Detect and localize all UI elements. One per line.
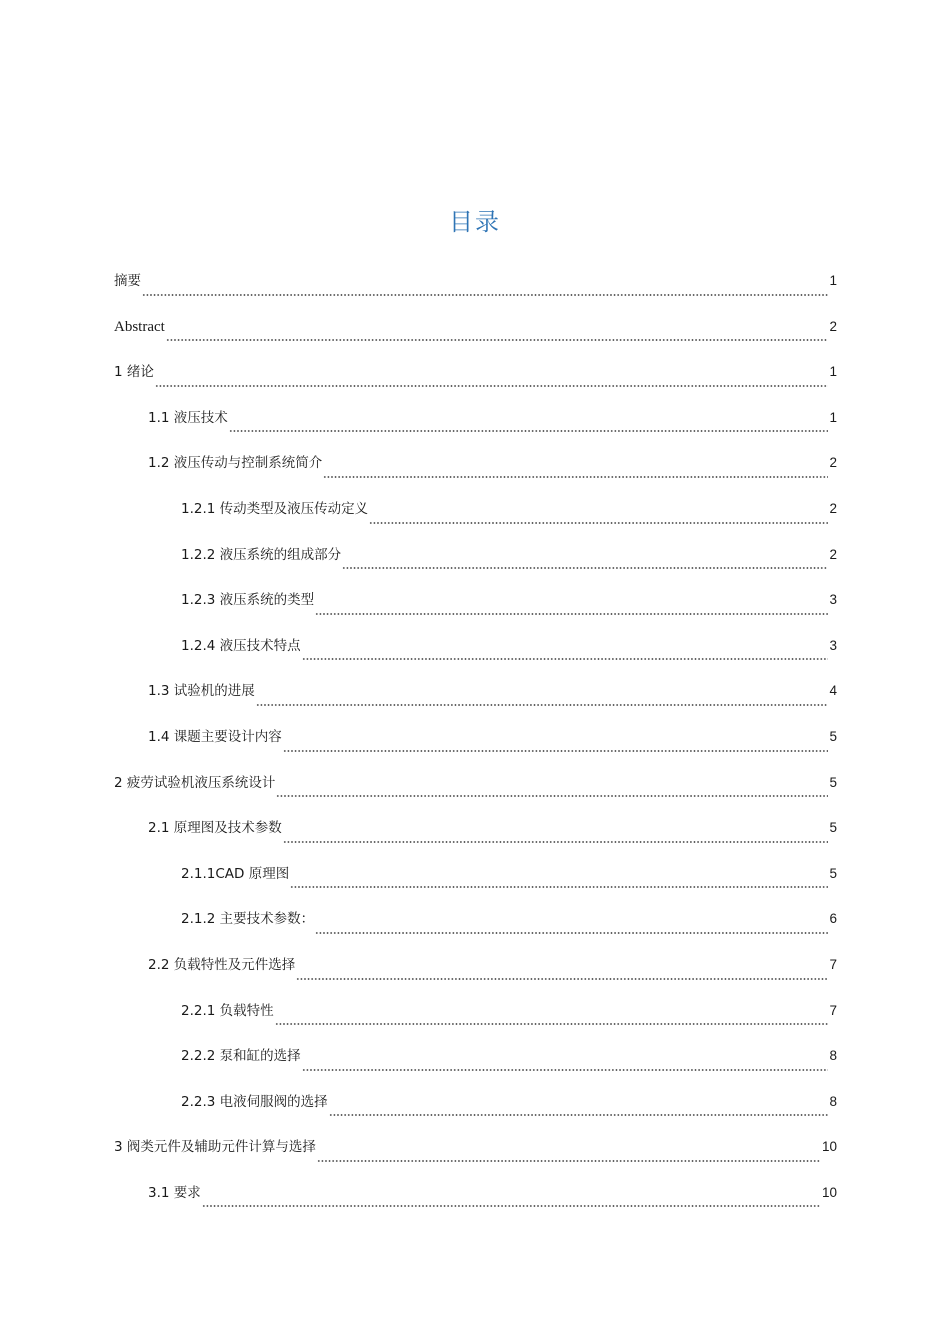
toc-entry-text: 2.1.2 主要技术参数： [181,911,315,928]
toc-entry-text: 2.1 原理图及技术参数 [148,820,282,837]
toc-entry-page: 2 [829,500,837,516]
toc-entry[interactable] [114,1039,837,1085]
toc-entry[interactable] [114,446,837,492]
toc-entry-page: 2 [829,318,837,334]
toc-entry-page: 1 [829,364,837,380]
toc-dot-leader [256,704,829,706]
toc-dot-leader [283,750,829,752]
toc-dot-leader [315,613,828,615]
toc-entry-text: 2 疲劳试验机液压系统设计 [114,774,276,791]
toc-entry[interactable] [114,811,837,857]
toc-entry-page: 8 [829,1093,837,1109]
toc-dot-leader [275,1023,829,1025]
toc-entry-page: 1 [829,409,837,425]
toc-entry[interactable] [114,492,837,538]
toc-dot-leader [166,339,829,341]
toc-entry[interactable] [114,401,837,447]
toc-entry-page: 3 [829,592,837,608]
toc-entry-text: 1.4 课题主要设计内容 [148,728,282,745]
toc-entry[interactable] [114,1176,837,1222]
toc-entry-text: 2.2.2 泵和缸的选择 [181,1048,301,1065]
toc-entry-page: 5 [829,728,837,744]
toc-dot-leader [369,522,828,524]
toc-dot-leader [329,1114,829,1116]
toc-dot-leader [283,841,829,843]
toc-entry[interactable] [114,355,837,401]
toc-entry-text: 1.2.3 液压系统的类型 [181,592,315,609]
toc-dot-leader [296,978,828,980]
toc-entry[interactable] [114,310,837,356]
toc-entry-page: 1 [829,273,837,288]
toc-dot-leader [315,932,828,934]
toc-entry[interactable] [114,720,837,766]
toc-entry[interactable] [114,1085,837,1131]
toc-entry-page: 10 [821,1139,837,1155]
toc-entry-text: Abstract [114,318,165,335]
toc-entry-text: 1 绪论 [114,364,154,381]
toc-entry[interactable] [114,629,837,675]
toc-entry-text: 2.1.1CAD 原理图 [181,865,290,882]
toc-entry-page: 8 [829,1048,837,1064]
toc-dot-leader [155,385,829,387]
toc-entry[interactable] [114,948,837,994]
toc-entry-page: 5 [829,865,837,881]
toc-entry-page: 5 [829,774,837,790]
toc-entry-page: 3 [829,637,837,653]
toc-entry-text: 3.1 要求 [148,1184,201,1201]
toc-entry[interactable] [114,674,837,720]
toc-entry-page: 5 [829,820,837,836]
toc-dot-leader [302,1069,829,1071]
toc-entry[interactable] [114,538,837,584]
toc-entry-text: 1.3 试验机的进展 [148,683,255,700]
toc-entry-text: 1.1 液压技术 [148,409,228,426]
toc-entry-text: 2.2.1 负载特性 [181,1002,274,1019]
toc-entry-text: 摘要 [114,273,141,289]
toc-entry-page: 6 [829,911,837,927]
toc-entry-page: 7 [829,1002,837,1018]
toc-entry-text: 3 阀类元件及辅助元件计算与选择 [114,1139,316,1156]
toc-entry-page: 2 [829,546,837,562]
toc-entry[interactable] [114,857,837,903]
toc-entry-page: 4 [829,683,837,699]
toc-dot-leader [342,567,828,569]
toc-entry[interactable] [114,264,837,310]
toc-entry[interactable] [114,994,837,1040]
toc-dot-leader [290,886,828,888]
toc-entry-text: 1.2.1 传动类型及液压传动定义 [181,500,369,517]
toc-entry-text: 2.2.3 电液伺服阀的选择 [181,1093,328,1110]
toc-entry-text: 1.2 液压传动与控制系统简介 [148,455,323,472]
toc-dot-leader [229,430,829,432]
toc-entry[interactable] [114,766,837,812]
toc-entry-text: 1.2.4 液压技术特点 [181,637,301,654]
toc-entry-page: 7 [829,956,837,972]
toc-title: 目录 [449,208,501,236]
toc-entry-page: 2 [829,455,837,471]
toc-dot-leader [302,658,829,660]
toc-dot-leader [323,476,828,478]
toc-entry-text: 2.2 负载特性及元件选择 [148,956,296,973]
toc-entry-page: 10 [821,1184,837,1200]
toc-dot-leader [202,1205,821,1207]
toc-entry[interactable] [114,583,837,629]
toc-dot-leader [317,1160,821,1162]
toc-dot-leader [142,294,828,296]
toc-entry[interactable] [114,1130,837,1176]
toc-entry[interactable] [114,902,837,948]
toc-entry-text: 1.2.2 液压系统的组成部分 [181,546,342,563]
table-of-contents [114,264,837,1221]
toc-dot-leader [276,795,828,797]
